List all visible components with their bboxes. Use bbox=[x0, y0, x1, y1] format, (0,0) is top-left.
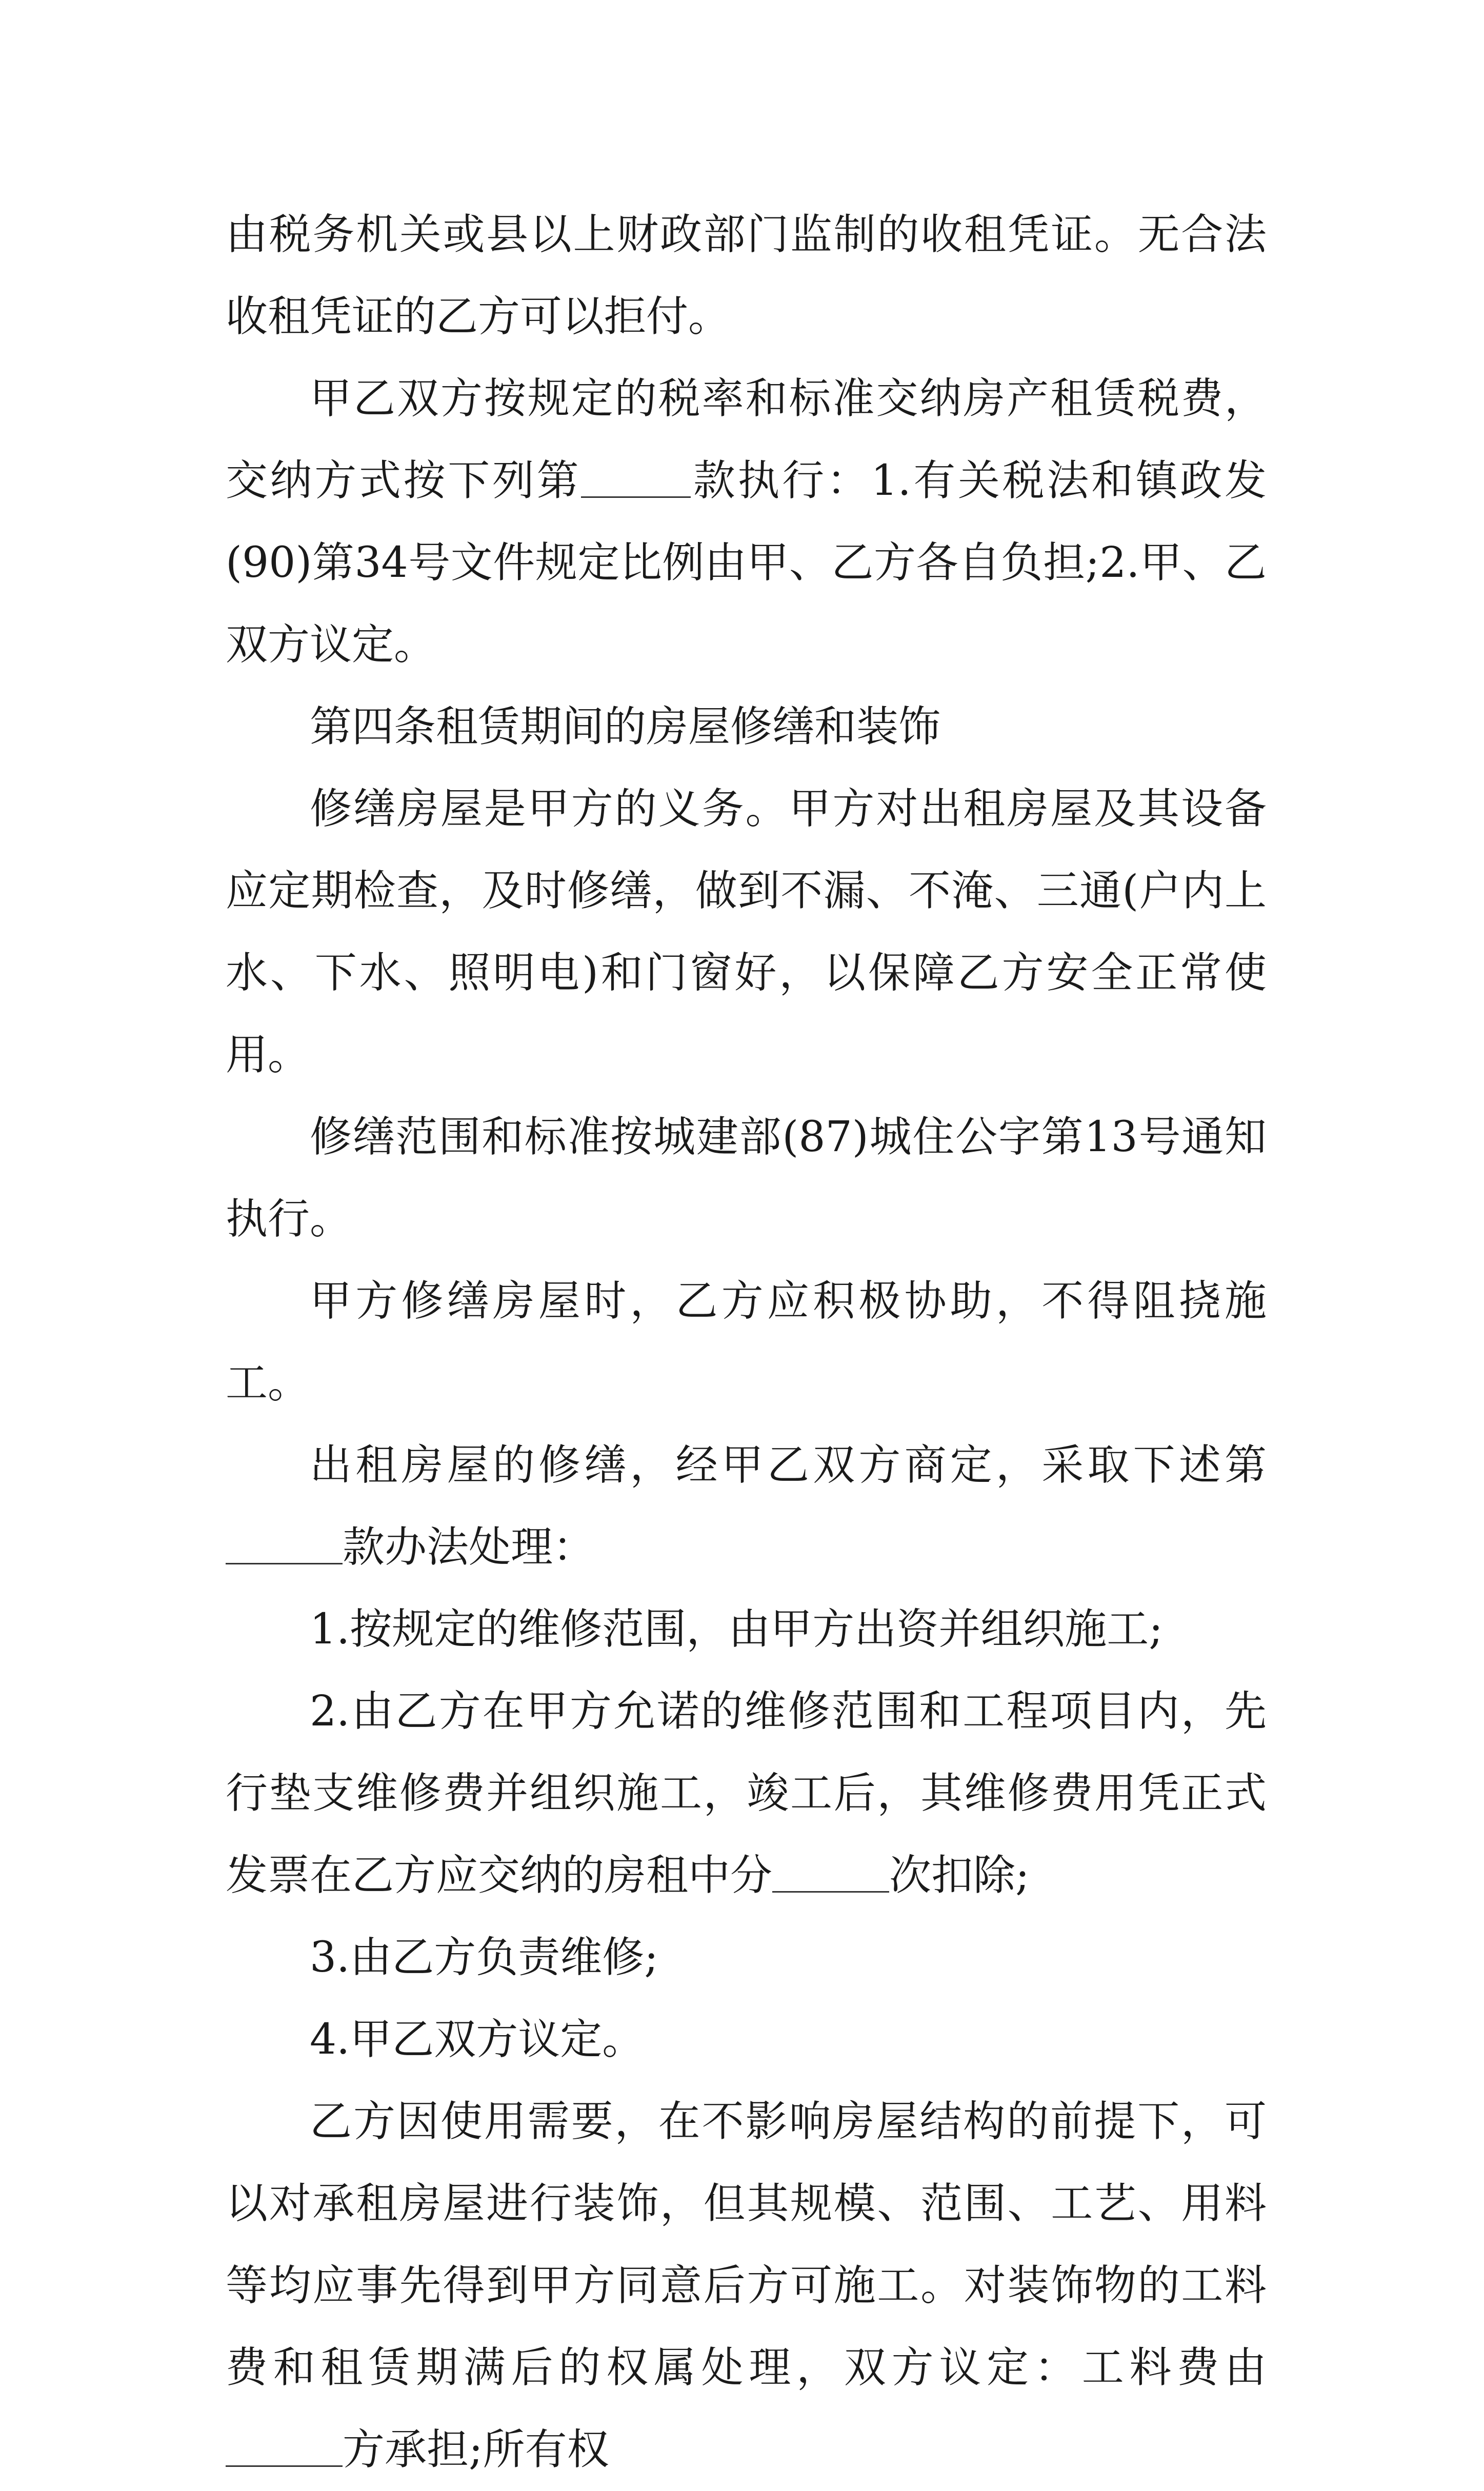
text-line: 修缮房屋是甲方的义务。甲方对出租房屋及其设备应定期检查，及时修缮，做到不漏、不淹、三通(户内上水、下水、照明电)和门窗好，以保障乙方安全正常使用。 bbox=[226, 785, 1267, 1079]
list-item-option-1 bbox=[226, 1589, 1267, 1671]
text-line: 乙方因使用需要，在不影响房屋结构的前提下，可以对承租房屋进行装饰，但其规模、范围、工艺、用料等均应事先得到甲方同意后方可施工。对装饰物的工料费和租赁期满后的权属处理，双方议定：工料费由 bbox=[226, 2097, 1267, 2392]
text-line: 4.甲乙双方议定。 bbox=[310, 2015, 645, 2064]
section-heading-article-4 bbox=[226, 686, 1267, 768]
text-line: 甲方修缮房屋时，乙方应积极协助，不得阻挠施工。 bbox=[226, 1277, 1267, 1408]
text-line: 款办法处理： bbox=[343, 1523, 595, 1572]
text-line: 出租房屋的修缮，经甲乙双方商定，采取下述第 bbox=[310, 1441, 1267, 1490]
paragraph-decoration bbox=[226, 2081, 1267, 2491]
blank-field[interactable] bbox=[226, 1521, 343, 1564]
paragraph-repair-method bbox=[226, 1424, 1267, 1589]
paragraph-rent-receipt bbox=[226, 194, 1267, 358]
text-line: 次扣除; bbox=[889, 1851, 1030, 1900]
document-body bbox=[226, 194, 1267, 2491]
text-line: 2.由乙方在甲方允诺的维修范围和工程项目内，先行垫支维修费并组织施工，竣工后，其维修费用凭正式发票在乙方应交纳的房租中分 bbox=[226, 1687, 1267, 1900]
list-item-option-2 bbox=[226, 1671, 1267, 1917]
text-line: 修缮范围和标准按城建部(87)城住公字第13号通知执行。 bbox=[226, 1113, 1267, 1243]
paragraph-repair-duty bbox=[226, 768, 1267, 1096]
paragraph-cooperate bbox=[226, 1260, 1267, 1424]
text-line: 方承担;所有权 bbox=[343, 2425, 609, 2474]
blank-field[interactable] bbox=[772, 1849, 889, 1893]
blank-field[interactable] bbox=[226, 2423, 343, 2467]
text-line: 3.由乙方负责维修; bbox=[310, 1933, 658, 1982]
paragraph-repair-scope bbox=[226, 1096, 1267, 1260]
paragraph-tax-payment bbox=[226, 358, 1267, 686]
list-item-option-4 bbox=[226, 1999, 1267, 2081]
section-title: 第四条租赁期间的房屋修缮和装饰 bbox=[310, 702, 941, 751]
text-line: 甲乙双方按规定的税率和标准交纳房产租赁税费，交纳方式按下列第 bbox=[226, 374, 1267, 505]
text-line: 1.按规定的维修范围，由甲方出资并组织施工; bbox=[310, 1605, 1163, 1654]
list-item-option-3 bbox=[226, 1917, 1267, 1999]
text-line: 款执行：1.有关税法和镇政发(90)第34号文件规定比例由甲、乙方各自负担;2.甲、乙双方议定。 bbox=[226, 456, 1267, 669]
text-line: 由税务机关或县以上财政部门监制的收租凭证。无合法收租凭证的乙方可以拒付。 bbox=[226, 210, 1267, 341]
blank-field[interactable] bbox=[581, 454, 691, 498]
